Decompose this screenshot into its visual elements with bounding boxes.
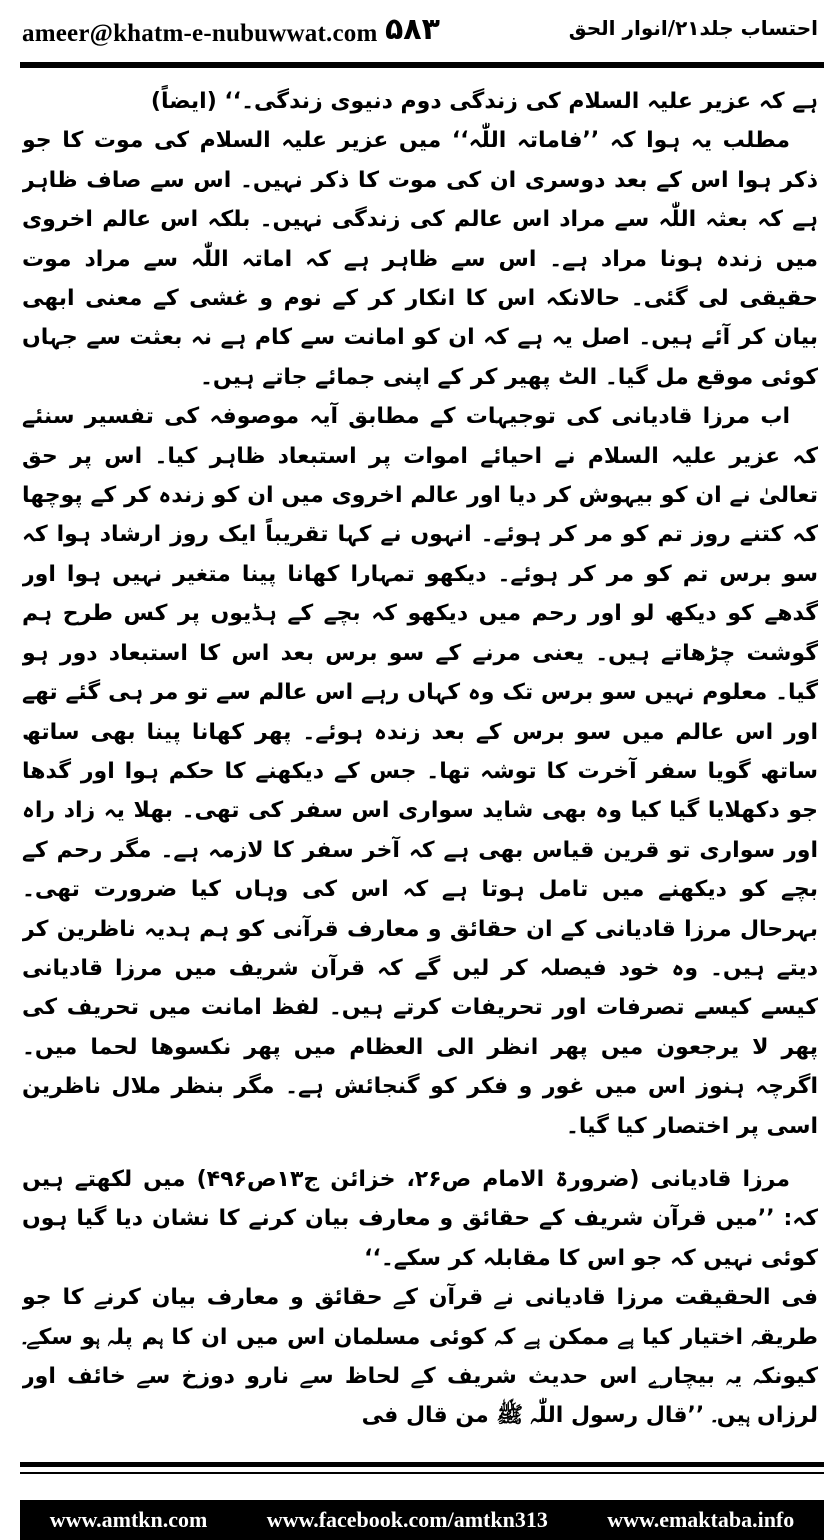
page-number: ۵۸۳ — [385, 12, 440, 47]
footer-link-amtkn[interactable]: www.amtkn.com — [49, 1507, 208, 1532]
paragraph-2: مطلب یہ ہوا کہ ’’فاماتہ اللّٰہ‘‘ میں عزیر علیہ السلام کی موت کا جو ذکر ہوا اس کے بعد دوسری ان کی موت کا ذکر نہیں۔ اس سے صاف ظاہر ہے کہ بعثہ اللّٰہ سے مراد اس عالم کی زندگی نہیں۔ بلکہ اس عالم اخروی میں زندہ ہونا مراد ہے۔ اس سے ظاہر ہے کہ اماتہ اللّٰہ سے مراد موت حقیقی لی گئی۔ حالانکہ اس کا انکار کر کے نوم و غشی کے معنی ابھی بیان کر آئے ہیں۔ اصل یہ ہے کہ ان کو امانت سے کام ہے نہ بعثت سے جہاں کوئی موقع مل گیا۔ الٹ پھیر کر کے اپنی جمائے جاتے ہیں۔ — [22, 128, 818, 390]
footer-link-emaktaba[interactable]: www.emaktaba.info — [607, 1507, 795, 1532]
footer-link-facebook[interactable]: www.facebook.com/amtkn313 — [266, 1507, 548, 1532]
paragraph-1: ہے کہ عزیر علیہ السلام کی زندگی دوم دنیوی زندگی۔‘‘ (ایضاً) — [150, 89, 818, 114]
running-title: احتساب جلد۲۱/انوار الحق — [568, 16, 818, 40]
page-body — [22, 82, 818, 1454]
paragraph-3: اب مرزا قادیانی کی توجیہات کے مطابق آیہ موصوفہ کی تفسیر سنئے کہ عزیر علیہ السلام نے احیائے اموات پر استبعاد ظاہر کیا۔ اس پر حق تعالیٰ نے ان کو بیہوش کر دیا اور عالم اخروی میں ان کو زندہ کر کے پوچھا کہ کتنے روز تم کو مر کر ہوئے۔ انہوں نے کہا تقریباً ایک روز ارشاد ہوا کہ سو برس تم کو مر کر ہوئے۔ دیکھو تمہارا کھانا پینا متغیر نہیں ہوا اور گدھے کو دیکھ لو اور رحم میں دیکھو کہ بچے کے ہڈیوں پر کس طرح ہم گوشت چڑھاتے ہیں۔ یعنی مرنے کے سو برس بعد اس کا استبعاد دور ہو گیا۔ معلوم نہیں سو برس تک وہ کہاں رہے اس عالم سے تو مر ہی گئے تھے اور اس عالم میں سو برس کے بعد زندہ ہوئے۔ پھر کھانا پینا بھی ساتھ ساتھ گویا سفر آخرت کا توشہ تھا۔ جس کے دیکھنے کا حکم ہوا اور گدھا جو دکھلایا گیا کیا وہ بھی شاید سواری اس سفر کی تھی۔ بھلا یہ زاد راہ اور سواری تو قرین قیاس بھی ہے کہ آخر سفر کا لازمہ ہے۔ مگر رحم کے بچے کو دیکھنے میں تامل ہوتا ہے کہ اس کی وہاں کیا ضرورت تھی۔ بہرحال مرزا قادیانی کے ان حقائق و معارف قرآنی کو ہم ہدیہ ناظرین کر دیتے ہیں۔ وہ خود فیصلہ کر لیں گے کہ قرآن شریف میں مرزا قادیانی کیسے کیسے تصرفات اور تحریفات کرتے ہیں۔ لفظ امانت میں تحریف کی پھر لا یرجعون میں پھر انظر الی العظام میں پھر نکسوھا لحما میں۔ اگرچہ ہنوز اس میں غور و فکر کو گنجائش ہے۔ مگر بنظر ملال ناظرین اسی پر اختصار کیا گیا۔ — [22, 404, 818, 1139]
header-rule — [20, 62, 824, 68]
footer-rule-thin — [20, 1472, 824, 1474]
footer-bar — [20, 1500, 824, 1540]
header-email: ameer@khatm-e-nubuwwat.com — [22, 20, 378, 47]
paragraph-5: فی الحقیقت مرزا قادیانی نے قرآن کے حقائق و معارف بیان کرنے کا جو طریقہ اختیار کیا ہے ممکن ہے کہ کوئی مسلمان اس میں ان کا ہم پلہ ہو سکے۔ کیونکہ یہ بیچارے اس حدیث شریف کے لحاظ سے نارو دوزخ سے خائف اور لرزاں ہیں۔ ’’قال رسول اللّٰہ ﷺ من قال فی — [22, 1285, 818, 1429]
footer-rule-thick — [20, 1462, 824, 1467]
paragraph-4: مرزا قادیانی (ضرورۃ الامام ص۲۶، خزائن ج۱۳ص۴۹۶) میں لکھتے ہیں کہ: ’’میں قرآن شریف کے حقائق و معارف بیان کرنے کا نشان دیا گیا ہوں کوئی نہیں کہ جو اس کا مقابلہ کر سکے۔‘‘ — [22, 1166, 818, 1271]
page-header — [0, 0, 840, 62]
